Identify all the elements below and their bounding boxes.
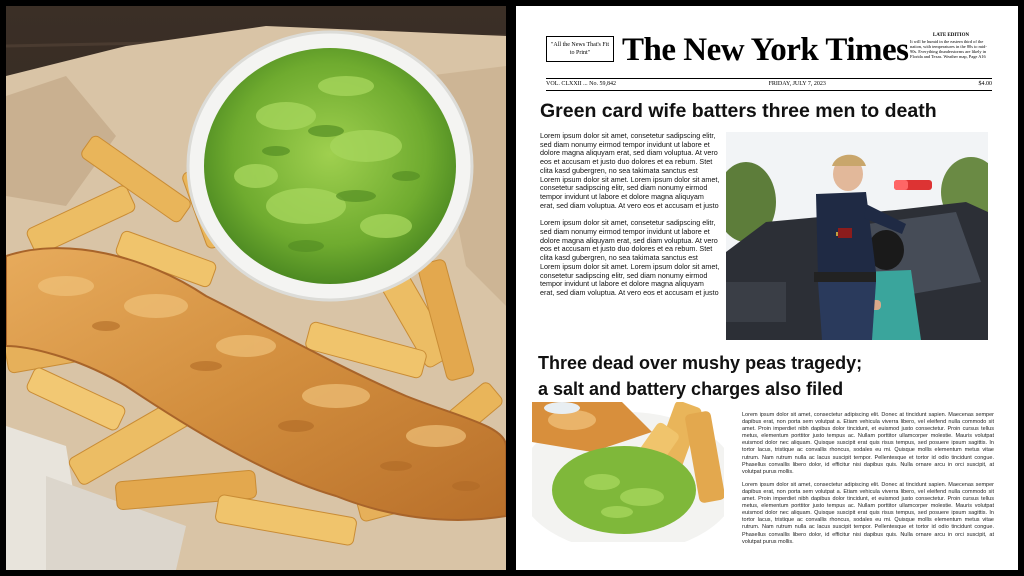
arrest-photo [726,132,988,340]
mushy-peas-bowl [188,32,472,300]
dateline [546,79,992,89]
article1-headline: Green card wife batters three men to death [540,100,937,122]
article1-paragraph: Lorem ipsum dolor sit amet, consetetur sadipscing elitr, sed diam nonumy eirmod tempor invidunt ut labore et dolore magna aliquyam erat, sed diam voluptua. At vero eos et accusam et justo duo dolores et ea rebum. Stet clita kasd gubergren, no sea takimata sanctus est Lorem ipsum dolor sit amet. Lorem ipsum dolor sit amet, consetetur sadipscing elitr, sed diam nonumy eirmod tempor invidunt ut labore et dolore magna aliquyam erat, sed diam voluptua. At vero eos et accusam et justo [540,131,720,210]
late-edition-label: LATE EDITION [932,33,970,38]
newspaper-page [516,6,1018,570]
article2-paragraph: Lorem ipsum dolor sit amet, consectetur adipiscing elit. Donec at tincidunt sapien. Maecenas semper dapibus erat, non porta sem volutpat a. Etiam vehicula viverra libero, vel eleifend nulla commodo sit amet. Proin imperdiet nibh dapibus dolor tincidunt, et euismod justo consectetur. Proin cursus tellus metus, elementum porttitor justo tempus ac. Nullam porttitor ullamcorper molestie. Mauris volutpat euismod dolor nec aliquam. Quisque suscipit erat quis risus tempus, sed posuere ipsum sagittis. In tortor lacus, tristique ac convallis rhoncus, sodales eu mi. Quisque mollis elementum metus vitae rutrum. Nam rutrum nulla ac lacus suscipit tempor. Pellentesque et tortor id odio tincidunt congue. Phasellus convallis libero dolor, id efficitur nisi dapibus quis. Nulla ornare arcu in orci suscipit, at volutpat purus mollis. [742,412,994,475]
arrest-illustration [726,132,988,340]
peas-mound [552,446,696,534]
issue-price: $4.00 [978,81,992,87]
masthead-rule-bottom [546,90,992,91]
article1-paragraph: Lorem ipsum dolor sit amet, consetetur sadipscing elitr, sed diam nonumy eirmod tempor invidunt ut labore et dolore magna aliquyam erat, sed diam voluptua. At vero eos et accusam et justo duo dolores et ea rebum. Stet clita kasd gubergren, no sea takimata sanctus est Lorem ipsum dolor sit amet. Lorem ipsum dolor sit amet, consetetur sadipscing elitr, sed diam nonumy eirmod tempor invidunt ut labore et dolore magna aliquyam erat, sed diam voluptua. At vero eos et accusam et justo [540,218,720,297]
article2-headline-line1: Three dead over mushy peas tragedy; [538,353,863,373]
masthead [546,30,992,78]
fish-and-chips-photo [6,6,506,570]
article2-headline [538,350,862,402]
article2-paragraph: Lorem ipsum dolor sit amet, consectetur adipiscing elit. Donec at tincidunt sapien. Maecenas semper dapibus erat, non porta sem volutpat a. Etiam vehicula viverra libero, vel eleifend nulla commodo sit amet. Proin imperdiet nibh dapibus dolor tincidunt, et euismod justo consectetur. Proin cursus tellus metus, elementum porttitor justo tempus ac. Nullam porttitor ullamcorper molestie. Mauris volutpat euismod dolor nec aliquam. Quisque suscipit erat quis risus tempus, sed posuere ipsum sagittis. In tortor lacus, tristique ac convallis rhoncus, sodales eu mi. Quisque mollis elementum metus vitae rutrum. Nam rutrum nulla ac lacus suscipit tempor. Pellentesque et tortor id odio tincidunt congue. Phasellus convallis libero dolor, id efficitur nisi dapibus quis. Nulla ornare arcu in orci suscipit, at volutpat purus mollis. [742,481,994,545]
late-edition-box [910,33,992,59]
masthead-motto: "All the News That's Fit to Print" [546,36,614,62]
volume-number: VOL. CLXXII ... No. 59,842 [546,81,616,87]
late-edition-text: It will be humid in the eastern third of the nation, with temperatures in the 80s to mid-90s. Everything thunderstorms are likely in Florida and Texas. Weather map, Page A16 [910,39,987,59]
article2-headline-line2: a salt and battery charges also filed [538,379,844,399]
fish-and-chips-illustration [6,6,506,570]
newspaper-title: The New York Times [622,32,909,68]
article2-body [742,412,994,552]
mushy-peas-illustration [532,402,724,542]
issue-date: FRIDAY, JULY 7, 2023 [768,81,826,87]
mushy-peas-photo [532,402,724,542]
article1-body [540,132,720,307]
